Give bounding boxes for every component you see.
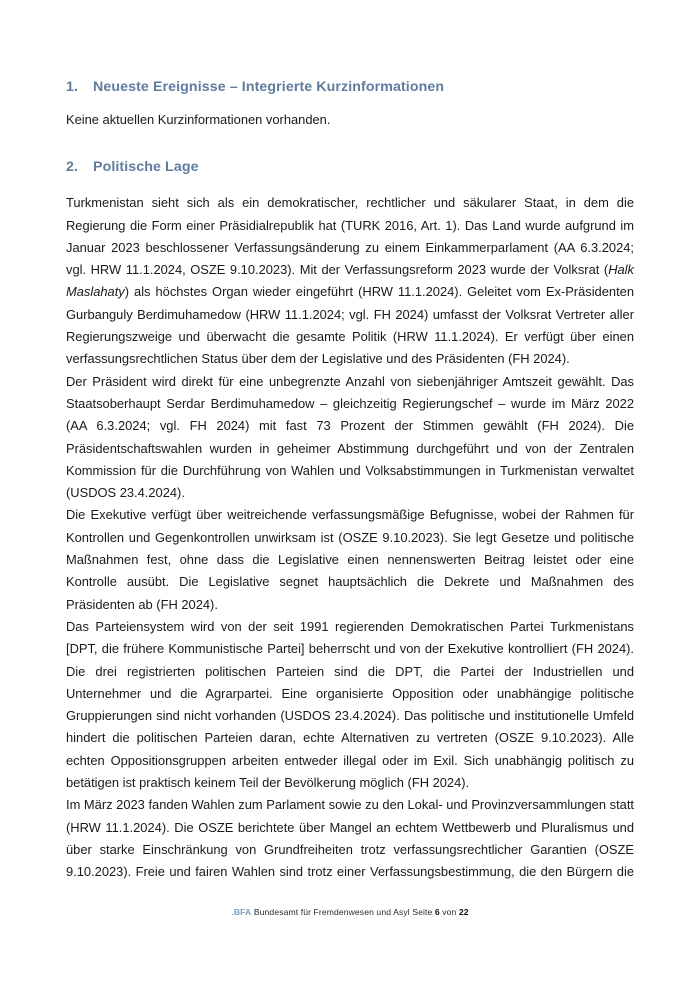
paragraph-text: ) als höchstes Organ wieder eingeführt (HRW 11.1.2024). Geleitet vom Ex-Präsidenten Gurbanguly Berdimuhamedow (HRW 11.1.2024; vgl. FH 2024) umfasst der Volksrat Vertreter aller Regierungszweige und überwacht die gesamte Politik (HRW 11.1.2024). Er verfügt über einen verfassungsrechtlichen Status über dem der Legislative und des Präsidenten (FH 2024).: [66, 284, 634, 367]
section-heading-news: [66, 79, 634, 95]
paragraph-state-system: [66, 192, 634, 370]
paragraph-party-system: Das Parteiensystem wird von der seit 1991 regierenden Demokratischen Partei Turkmenistans [DPT, die frühere Kommunistische Partei] beherrscht und von der Exekutive kontrolliert (FH 2024). Die drei registrierten politischen Parteien sind die DPT, die Partei der Industriellen und Unternehmer und die Agrarpartei. Eine organisierte Opposition oder unabhängige politische Gruppierungen sind nicht vorhanden (USDOS 23.4.2024). Das politische und institutionelle Umfeld hindert die politischen Parteien daran, echte Alternativen zu vertreten (OSZE 9.10.2023). Alle echten Oppositionsgruppen arbeiten entweder illegal oder im Exil. Sich unabhängig politisch zu betätigen ist praktisch keinem Teil der Bevölkerung möglich (FH 2024).: [66, 618, 634, 791]
section-heading-political-situation: [66, 159, 634, 175]
body-text-block: [66, 192, 634, 883]
paragraph-president: Der Präsident wird direkt für eine unbegrenzte Anzahl von siebenjähriger Amtszeit gewählt. Das Staatsoberhaupt Serdar Berdimuhamedow – gleichzeitig Regierungschef – wurde im März 2022 (AA 6.3.2024; vgl. FH 2024) mit fast 73 Prozent der Stimmen gewählt (FH 2024). Die Präsidentschaftswahlen wurden in geheimer Abstimmung durchgeführt und von der Zentralen Kommission für die Durchführung von Wahlen und Volksabstimmungen in Turkmenistan verwaltet (USDOS 23.4.2024).: [66, 373, 634, 501]
paragraph-executive: Die Exekutive verfügt über weitreichende verfassungsmäßige Befugnisse, wobei der Rahmen für Kontrollen und Gegenkontrollen unwirksam ist (OSZE 9.10.2023). Sie legt Gesetze und politische Maßnahmen fest, ohne dass die Legislative einen nennenswerten Beitrag leistet oder eine Kontrolle ausübt. Die Legislative segnet hauptsächlich die Dekrete und Maßnahmen des Präsidenten ab (FH 2024).: [66, 507, 634, 612]
section-number: 2.: [66, 159, 79, 176]
section-number: 1.: [66, 79, 79, 95]
section-title: Neueste Ereignisse – Integrierte Kurzinformationen: [93, 79, 445, 95]
paragraph-text: Turkmenistan sieht sich als ein demokratischer, rechtlicher und säkularer Staat, in dem die Regierung die Form einer Präsidialrepublik hat (TURK 2016, Art. 1). Das Land wurde aufgrund im Januar 2023 beschlossener Verfassungsänderung zu einem Einkammerparlament (AA 6.3.2024; vgl. HRW 11.1.2024, OSZE 9.10.2023). Mit der Verfassungsreform 2023 wurde der Volksrat (: [66, 195, 634, 278]
paragraph-elections: Im März 2023 fanden Wahlen zum Parlament sowie zu den Lokal- und Provinzversammlungen statt (HRW 11.1.2024). Die OSZE berichtete über Mangel an echtem Wettbewerb und Pluralismus und über starke Einschränkung von Grundfreiheiten trotz verfassungsrechtlicher Garantien (OSZE 9.10.2023). Freie und fairen Wahlen sind trotz einer Verfassungsbestimmung, die den Bürgern die: [66, 797, 634, 880]
page-footer: [0, 907, 700, 917]
footer-org-name: Bundesamt für Fremdenwesen und Asyl: [253, 907, 410, 917]
italic-term-halk-maslahaty: Halk Maslahaty: [66, 262, 634, 300]
footer-page-number: 6: [434, 907, 440, 917]
footer-of-word: von: [442, 907, 457, 917]
page-content: [66, 0, 634, 884]
no-current-info-text: Keine aktuellen Kurzinformationen vorhanden.: [66, 112, 331, 127]
footer-page-total: 22: [458, 907, 469, 917]
footer-page-word: Seite: [412, 907, 433, 917]
section-title: Politische Lage: [93, 159, 199, 176]
bfa-logo: .BFA: [231, 907, 252, 917]
